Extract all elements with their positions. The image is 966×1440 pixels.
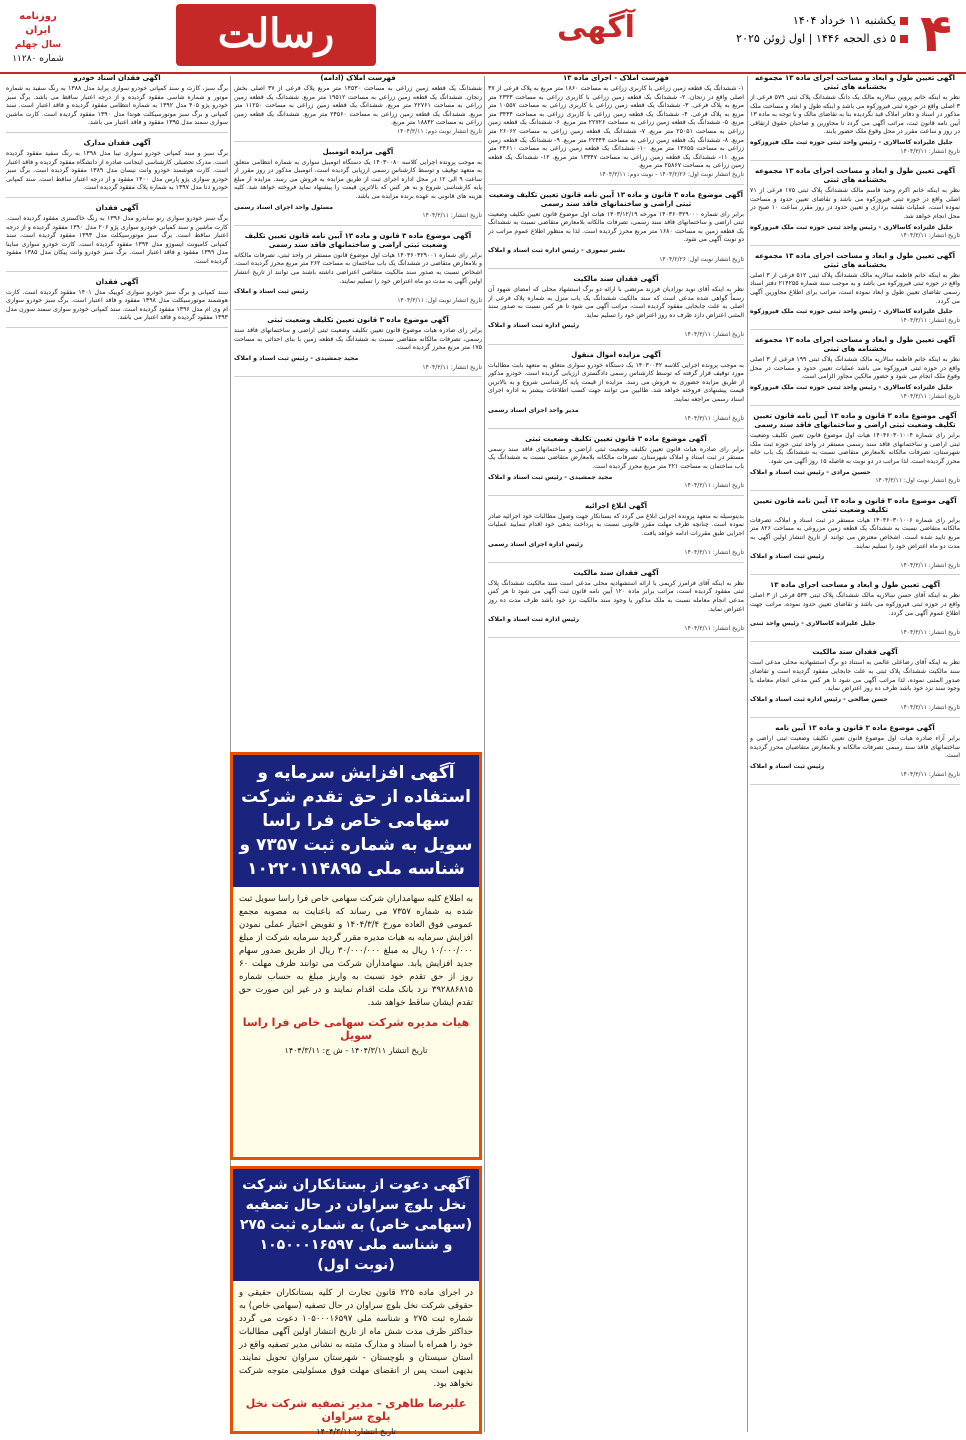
notice-title: آگهی تعیین طول و ابعاد و مساحت اجرای ماده ۱۳ مجموعه بخشنامه های ثبتی [755, 251, 955, 269]
notice-title: آگهی تعیین طول و ابعاد و مساحت اجرای ماده ۱۳ [769, 581, 941, 590]
notice-title: آگهی موضوع ماده ۳ قانون تعیین تکلیف وضعیت ثبتی [267, 316, 449, 325]
notice-title: آگهی فقدان سند مالکیت [573, 568, 659, 577]
notice-body: برابر رای شماره ۱۴۰۴۶۰۳۰۱۰۰۴ هیات اول موضوع قانون تعیین تکلیف وضعیت ثبتی اراضی و ساختمانهای فاقد سند رسمی مستقر در واحد ثبتی حوزه ثبت ملک شهرستان، تصرفات مالکانه بلامعارض متقاضی نسبت به ششدانگ یک باب خانه محرز گردیده است. لذا مراتب در دو نوبت به فاصله ۱۵ روز آگهی می شود. [750, 432, 960, 466]
notice-date: تاریخ انتشار: ۱۴۰۴/۳/۱۱ [684, 331, 744, 339]
date-hijri-gregorian: ۵ ذی الحجه ۱۴۴۶ | اول ژوئن ۲۰۲۵ [736, 32, 896, 45]
notice-item [750, 74, 960, 161]
bullet-icon [900, 17, 908, 25]
notice-title: فهرست املاک (ادامه) [320, 74, 396, 82]
notice-signature: مدیر واحد اجرای اسناد رسمی [488, 406, 579, 414]
notice-date: تاریخ انتشار: ۱۴۰۴/۳/۱۱ [900, 392, 960, 400]
notice-title: آگهی تعیین طول و ابعاد و مساحت اجرای ماده ۱۳ مجموعه بخشنامه های ثبتی [755, 336, 955, 354]
notice-title: آگهی تعیین طول و ابعاد و مساحت اجرای ماده ۱۳ مجموعه بخشنامه های ثبتی [755, 74, 955, 91]
column-4 [6, 74, 228, 1434]
notice-date: تاریخ انتشار نوبت اول: ۱۴۰۴/۲/۲۶ - نوبت دوم: ۱۴۰۴/۳/۱۱ [599, 170, 744, 178]
notice-signature: جلیل علیزاده کاسالاری - رئیس واحد ثبتی حوزه ثبت ملک فیروزکوه [750, 308, 953, 316]
notice-item [750, 497, 960, 576]
notice-signature: جلیل علیزاده کاسالاری - رئیس واحد ثبتی حوزه ثبت ملک فیروزکوه [750, 138, 953, 146]
notice-item [750, 648, 960, 718]
notice-item [234, 148, 482, 226]
notice-signature: جلیل علیزاده کاسالاری - رئیس واحد ثبتی حوزه ثبت ملک فیروزکوه [750, 223, 953, 231]
notice-title: آگهی فقدان اسناد خودرو [73, 74, 161, 82]
notice-item [6, 139, 228, 198]
notice-body: سند کمپانی و برگ سبز خودرو سواری کوییک مدل ۱۴۰۱ مفقود گردیده است. کارت هوشمند موتورسیکلت مدل ۱۳۹۸ مفقود و فاقد اعتبار است. برگ سبز خودرو سواری ام وی ام مدل ۱۳۹۶ مفقود گردیده است. سند کمپانی خودرو سواری سمند سورن مدل ۱۳۹۳ مفقود گردیده و فاقد اعتبار می باشد. [6, 288, 228, 322]
column-divider [484, 76, 485, 1432]
notice-title: آگهی فقدان سند مالکیت [812, 648, 898, 657]
notice-signature: رئیس ثبت اسناد و املاک [234, 288, 309, 296]
notice-title: فهرست املاک - اجرای ماده ۱۳ [562, 74, 669, 82]
notice-item [488, 435, 744, 496]
notice-date: تاریخ انتشار: ۱۴۰۴/۳/۱۱ [684, 624, 744, 632]
notice-signature: حسن صالحی - رئیس اداره ثبت اسناد و املاک [750, 695, 888, 703]
notice-item [750, 252, 960, 331]
notice-body: نظر به اینکه آقای فرامرز کریمی با ارائه استشهادیه محلی مدعی است سند مالکیت ششدانگ پلاک ثبتی مفقود گردیده است، مراتب برابر ماده ۱۲۰ آیین نامه قانون ثبت آگهی می شود تا هر کس مدعی انجام معامله نسبت به ملک مذکور یا وجود سند مالکیت نزد خود باشد ظرف مدت ده روز اعتراض نماید. [488, 579, 744, 613]
bullet-icon [900, 35, 908, 43]
notice-signature: رئیس ثبت اسناد و املاک [750, 553, 825, 561]
notice-body: برابر آراء صادره هیات اول موضوع قانون تعیین تکلیف وضعیت ثبتی اراضی و ساختمانهای فاقد سند رسمی تصرفات مالکانه و بلامعارض متقاضیان محرز گردیده است. [750, 734, 960, 760]
notice-signature: حسین مرادی - رئیس ثبت اسناد و املاک [750, 468, 871, 476]
notice-date: تاریخ انتشار: ۱۴۰۴/۳/۱۱ [900, 232, 960, 240]
notice-signature: مجید جمشیدی - رئیس ثبت اسناد و املاک [488, 473, 613, 481]
column-divider [747, 76, 748, 1432]
section-title: آگهی [557, 10, 635, 45]
notice-item [6, 278, 228, 328]
notice-signature: مسئول واحد اجرای اسناد رسمی [234, 203, 334, 211]
notice-title: آگهی فقدان [95, 277, 139, 286]
page-number: ۴ [920, 4, 952, 64]
notice-item [234, 316, 482, 377]
notice-date: تاریخ انتشار: ۱۴۰۴/۳/۱۱ [900, 147, 960, 155]
notice-title: آگهی موضوع ماده ۳ قانون تعیین تکلیف وضعیت ثبتی [525, 434, 707, 443]
notice-item [488, 502, 744, 563]
notice-item [750, 724, 960, 785]
notice-title: آگهی موضوع ماده ۳ قانون و ماده ۱۳ آیین نامه قانون تعیین تکلیف وضعیت ثبتی اراضی و ساختمانهای فاقد سند رسمی [244, 231, 472, 249]
notice-item [6, 74, 228, 133]
notice-date: تاریخ انتشار: ۱۴۰۴/۳/۱۱ [900, 561, 960, 569]
column-1 [750, 74, 960, 1434]
notice-body: برابر رای صادره هیات موضوع قانون تعیین تکلیف وضعیت ثبتی اراضی و ساختمانهای فاقد سند رسمی، تصرفات مالکانه متقاضی نسبت به ششدانگ یک قطعه زمین با بنای احداثی به مساحت ۱۷۵ متر مربع محرز گردیده است. [234, 327, 482, 352]
notice-title: آگهی فقدان [95, 203, 139, 212]
notice-item [750, 336, 960, 406]
notice-title: آگهی فقدان مدارک [83, 138, 151, 147]
notice-signature: رئیس ثبت اسناد و املاک [750, 762, 825, 770]
ad-date: تاریخ انتشار ۱۴۰۴/۳/۱۱ - ش ج: ۱۴۰۴/۳/۱۱ [284, 1046, 428, 1055]
notice-body: برگ سبز، کارت و سند کمپانی خودرو سواری پراید مدل ۱۳۸۸ به رنگ سفید به شماره موتور و شماره شاسی مفقود گردیده و از درجه اعتبار ساقط می باشد. برگ سبز خودرو پژو ۴۰۵ مدل ۱۳۹۲ به شماره انتظامی مفقود گردیده و فاقد اعتبار است. سند کمپانی و برگ سبز موتورسیکلت هوندا مدل ۱۳۹۰ مفقود گردیده است. کارت ماشین سواری سمند مدل ۱۳۹۵ مفقود و فاقد اعتبار می باشد. [6, 85, 228, 127]
notice-body: نظر به اینکه خانم اکرم وحید قاسم مالک ششدانگ پلاک ثبتی ۱۷۵ فرعی از ۷۱ اصلی واقع در حوزه ثبتی فیروزکوه می باشد و تقاضای تعیین حدود و مساحت نموده است، عملیات نقشه برداری و تعیین حدود در روز مقرر ساعت ۱۰ صبح در محل انجام خواهد شد. [750, 187, 960, 220]
notice-body: نظر به اینکه آقای حسن سالاریه مالک ششدانگ پلاک ثبتی ۵۳۴ فرعی از ۳ اصلی واقع در حوزه ثبتی فیروزکوه می باشد و تقاضای تعیین حدود نموده، مراتب جهت اطلاع عموم آگهی می گردد. [750, 592, 960, 617]
notice-body: برابر رای شماره ۱۴۰۳۶۰۳۲۹۰۰۰ مورخه ۱۴۰۳/۱۲/۱۹ هیات اول موضوع قانون تعیین تکلیف وضعیت ثبتی اراضی و ساختمانهای فاقد سند رسمی، تصرفات مالکانه بلامعارض متقاضی نسبت به ششدانگ یک قطعه زمین به مساحت ۱۶۸۰ متر مربع محرز گردیده است. لذا به منظور اطلاع عموم مراتب در دو نوبت آگهی می شود. [488, 210, 744, 244]
notice-body: نظر به اینکه خانم پروین سالاریه مالک یک دانگ ششدانگ پلاک ثبتی ۵۷۹ فرعی از ۳ اصلی واقع در حوزه ثبتی فیروزکوه می باشد و اینکه طول و ابعاد و مساحت ملک مذکور در اسناد و دفاتر املاک قید نگردیده بنا به تقاضای مالک و با توجه به ماده ۱۳ آیین نامه قانون ثبت، مراتب آگهی می گردد تا مجاورین و صاحبان حقوق ارتفاقی در روز و ساعت مقرر در محل وقوع ملک حضور یابند. [750, 94, 960, 136]
notice-title: آگهی تعیین طول و ابعاد و مساحت اجرای ماده ۱۳ مجموعه بخشنامه های ثبتی [755, 167, 955, 185]
notice-date: تاریخ انتشار: ۱۴۰۴/۳/۱۱ [684, 549, 744, 557]
notice-item [488, 74, 744, 185]
creditors-invitation-ad [230, 1166, 482, 1434]
notice-title: آگهی ابلاغ اجرائیه [584, 501, 648, 510]
notice-title: آگهی مزایده اموال منقول [571, 350, 661, 359]
notice-title: آگهی موضوع ماده ۳ قانون و ماده ۱۳ آیین نامه قانون تعیین تکلیف وضعیت ثبتی اراضی و ساختمانهای فاقد سند رسمی [488, 190, 744, 208]
notice-body: بدینوسیله به متعهد پرونده اجرایی ابلاغ می گردد که بستانکار جهت وصول مطالبات خود اجرائیه صادر نموده است. چنانچه ظرف مهلت مقرر قانونی نسبت به پرداخت بدهی خود اقدام ننمایید عملیات اجرایی طبق مقررات ادامه خواهد یافت. [488, 512, 744, 537]
notice-title: آگهی مزایده اتومبیل [322, 147, 394, 156]
notice-signature: بشیر تیموری - رئیس اداره ثبت اسناد و املاک [488, 246, 626, 254]
ad-title: آگهی افزایش سرمایه و استفاده از حق تقدم شرکت سهامی خاص فرا راسا سویل به شماره ثبت ۷۳۵۷ و شناسه ملی ۱۰۲۲۰۱۱۴۸۹۵ [233, 755, 479, 887]
notice-date: تاریخ انتشار نوبت اول: ۱۴۰۴/۳/۱۱ [875, 477, 960, 485]
edition-number: شماره ۱۱۲۸۰ [12, 54, 64, 64]
notice-body: نظر به اینکه خانم فاطمه سالاریه مالک ششدانگ پلاک ثبتی ۱۹۹ فرعی از ۳ اصلی واقع در حوزه ثبتی فیروزکوه می باشد عملیات تعیین حدود و مساحت در محل وقوع ملک انجام می شود و حضور مالکین مجاور الزامی است. [750, 356, 960, 381]
ad-body: در اجرای ماده ۲۲۵ قانون تجارت از کلیه بستانکاران حقیقی و حقوقی شرکت نخل بلوچ سراوان در حال تصفیه (سهامی خاص) به شماره ثبت ۲۷۵ و شناسه ملی ۱۰۵۰۰۰۱۶۵۹۷ دعوت می گردد حداکثر ظرف مدت شش ماه از تاریخ انتشار اولین آگهی مطالبات خود را همراه با اسناد و مدارک مثبته به نشانی مدیر تصفیه واقع در استان سیستان و بلوچستان - شهرستان سراوان تحویل نمایند. بدیهی است پس از انقضای مهلت فوق مسئولیتی متوجه شرکت نخواهد بود. [239, 1288, 473, 1389]
column-2 [488, 74, 744, 1434]
notice-body: به موجب پرونده اجرایی کلاسه ۱۴۰۳۰۰۸۰ یک دستگاه اتومبیل سواری به شماره انتظامی متعلق به متعهد توقیف و توسط کارشناس رسمی ارزیابی گردیده است. اتومبیل مذکور در روز مقرر از ساعت ۹ الی ۱۲ در محل اداره اجرای ثبت از طریق مزایده به فروش می رسد. مزایده از مبلغ پایه کارشناسی شروع و به هر کس که بالاترین قیمت را پیشنهاد نماید فروخته خواهد شد. کلیه هزینه های قانونی به عهده برنده مزایده می باشد. [234, 158, 482, 200]
date-persian: یکشنبه ۱۱ خرداد ۱۴۰۴ [792, 14, 896, 27]
notice-item [488, 569, 744, 639]
notice-body: برابر رای شماره ۱۴۰۴۶۰۳۰۱۰۰۶ هیات مستقر در ثبت اسناد و املاک، تصرفات مالکانه متقاضی نسبت به ششدانگ یک قطعه زمین مزروعی به مساحت ۸۲۶ متر مربع تایید شده است. اشخاص معترض می توانند از تاریخ انتشار اولین آگهی به مدت دو ماه اعتراض خود را تسلیم نمایند. [750, 516, 960, 550]
notice-signature: جلیل علیزاده کاسالاری - رئیس واحد ثبتی [750, 620, 876, 628]
ad-title: آگهی دعوت از بستانکاران شرکت نخل بلوچ سراوان در حال تصفیه (سهامی خاص) به شماره ثبت ۲۷۵ و شناسه ملی ۱۰۵۰۰۰۱۶۵۹۷ (نوبت اول) [233, 1169, 479, 1281]
notice-title: آگهی موضوع ماده ۳ قانون و ماده ۱۳ آیین نامه قانون تعیین تکلیف وضعیت ثبتی اراضی و ساختمانهای فاقد سند رسمی [753, 412, 957, 430]
notice-signature: رئیس اداره اجرای اسناد رسمی [488, 540, 583, 548]
notice-title: آگهی فقدان سند مالکیت [573, 275, 659, 284]
issue-date [736, 12, 908, 48]
notice-item [234, 232, 482, 311]
notice-item [750, 581, 960, 642]
ad-date: تاریخ انتشار: ۱۴۰۴/۳/۱۱ [316, 1427, 396, 1436]
notice-item [488, 191, 744, 270]
newspaper-logo: رسالت [176, 4, 376, 66]
notice-item [488, 351, 744, 429]
notice-signature: جلیل علیزاده کاسالاری - رئیس واحد ثبتی حوزه ثبت ملک فیروزکوه [750, 384, 953, 392]
notice-body: ۱- ششدانگ یک قطعه زمین زراعی با کاربری زراعی به مساحت ۱۸۶۰ متر مربع به پلاک فرعی از ۳۷ اصلی واقع در زنجان. ۲- ششدانگ یک قطعه زمین زراعی با کاربری زراعی به مساحت ۲۳۴۳ متر مربع به پلاک فرعی. ۳- ششدانگ یک قطعه زمین زراعی با کاربری زراعی به مساحت ۱۰۵۵۷ متر مربع به پلاک فرعی. ۴- ششدانگ یک قطعه زمین زراعی با کاربری زراعی به مساحت ۳۴۳۴ متر مربع. ۵- ششدانگ یک قطعه زمین زراعی به مساحت ۲۲۷۲۶ متر مربع. ۶- ششدانگ یک قطعه زمین زراعی به مساحت ۲۵۰۵۱ متر مربع. ۷- ششدانگ یک قطعه زمین زراعی به مساحت ۲۶۰۶۲ متر مربع. ۸- ششدانگ یک قطعه زمین زراعی به مساحت ۲۲۴۴۴ متر مربع. ۹- ششدانگ یک قطعه زمین زراعی به مساحت ۱۳۶۵۵ متر مربع. ۱۰- ششدانگ یک قطعه زمین زراعی به مساحت ۲۴۶۱۰ متر مربع. ۱۱- ششدانگ یک قطعه زمین زراعی به مساحت ۱۳۳۴۷ متر مربع. ۱۲- ششدانگ یک قطعه زمین زراعی به مساحت ۲۵۸۶۷ متر مربع. [488, 85, 744, 170]
notice-date: تاریخ انتشار نوبت دوم: ۱۴۰۴/۳/۱۱ [396, 127, 482, 135]
notice-item [234, 74, 482, 142]
notice-title: آگهی موضوع ماده ۳ قانون و ماده ۱۳ آیین نامه قانون تعیین تکلیف وضعیت ثبتی [753, 496, 957, 514]
notice-date: تاریخ انتشار: ۱۴۰۴/۳/۱۱ [900, 771, 960, 779]
notice-signature: رئیس اداره ثبت اسناد و املاک [488, 322, 580, 330]
notice-body: نظر به اینکه آقای نوید نوزادیان فرزند مرتضی با ارائه دو برگ استشهاد محلی که امضای شهود آن رسماً گواهی شده مدعی است که سند مالکیت ششدانگ یک باب منزل به شماره پلاک فرعی از اصلی به علت جابجایی مفقود گردیده است، مراتب آگهی می شود تا هر کس نسبت به صدور سند المثنی اعتراض دارد ظرف ده روز اعتراض خود را تسلیم نماید. [488, 286, 744, 319]
notice-item [6, 204, 228, 272]
notice-item [750, 167, 960, 246]
notice-body: به موجب پرونده اجرایی کلاسه ۱۴۰۳۰۰۴۲ یک دستگاه خودرو سواری متعلق به متعهد بابت مطالبات مورد توقیف قرار گرفته که توسط کارشناس رسمی دادگستری ارزیابی گردیده است. خودرو مذکور از طریق مزایده حضوری به فروش می رسد. مزایده از قیمت پایه کارشناسی شروع و به بالاترین قیمت پیشنهادی فروخته خواهد شد. طالبین می توانند جهت کسب اطلاعات بیشتر به اداره اجرای اسناد رسمی مراجعه نمایند. [488, 361, 744, 404]
notice-title: آگهی موضوع ماده ۳ قانون و ماده ۱۳ آیین نامه [775, 723, 935, 732]
notice-body: برگ سبز و سند کمپانی خودرو سواری تیبا مدل ۱۳۹۸ به رنگ سفید مفقود گردیده است. مدرک تحصیلی کارشناسی اینجانب صادره از دانشگاه مفقود گردیده و فاقد اعتبار است. کارت هوشمند خودرو وانت نیسان مدل ۱۳۸۹ مفقود گردیده است. برگ سبز خودرو سواری پژو پارس مدل ۱۴۰۰ مفقود و از درجه اعتبار ساقط است. سند کمپانی خودرو دنا مدل ۱۳۹۷ به شماره پلاک مفقود گردیده است. [6, 149, 228, 192]
page-header [0, 0, 966, 74]
notice-body: برگ سبز خودرو سواری رنو ساندرو مدل ۱۳۹۶ به رنگ خاکستری مفقود گردیده است. کارت ماشین و سند کمپانی خودرو سواری پژو ۲۰۶ مدل ۱۳۹۰ مفقود گردیده و از درجه اعتبار ساقط است. برگ سبز موتورسیکلت مدل ۱۳۹۳ مفقود گردیده است. سند کمپانی کامیونت ایسوزو مدل ۱۳۹۴ مفقود گردیده است. کارت خودرو سواری ساینا مدل ۱۳۹۹ مفقود و فاقد اعتبار است. برگ سبز خودرو وانت پیکان مدل ۱۳۸۵ مفقود گردیده است. [6, 214, 228, 265]
notice-date: تاریخ انتشار: ۱۴۰۴/۳/۱۱ [684, 482, 744, 490]
notice-signature: رئیس اداره ثبت اسناد و املاک [488, 616, 580, 624]
ad-signature: علیرضا طاهری - مدیر تصفیه شرکت نخل بلوچ سراوان [245, 1397, 467, 1423]
notice-body: ششدانگ یک قطعه زمین زراعی به مساحت ۱۴۵۳۰ متر مربع پلاک فرعی از ۳۷ اصلی بخش زنجان. ششدانگ یک قطعه زمین زراعی به مساحت ۱۹۵۱۲ متر مربع. ششدانگ یک قطعه زمین زراعی به مساحت ۲۲۷۶۱ متر مربع. ششدانگ یک قطعه زمین زراعی به مساحت ۱۱۲۵۰ متر مربع. ششدانگ یک قطعه زمین زراعی به مساحت ۲۴۵۶۰ متر مربع. ششدانگ یک قطعه زمین زراعی به مساحت ۱۸۸۴۲ متر مربع. [234, 85, 482, 127]
notice-date: تاریخ انتشار: ۱۴۰۴/۳/۱۱ [900, 316, 960, 324]
notice-item [488, 275, 744, 345]
notice-date: تاریخ انتشار: ۱۴۰۴/۳/۱۱ [900, 628, 960, 636]
edition-info [6, 10, 70, 66]
notice-date: تاریخ انتشار نوبت اول: ۱۴۰۴/۳/۱۱ [397, 296, 482, 304]
notice-body: نظر به اینکه خانم فاطمه سالاریه مالک ششدانگ پلاک ثبتی ۵۱۲ فرعی از ۳ اصلی واقع در حوزه ثبتی فیروزکوه می باشد و به موجب سند شماره ۲۱۴۲۵۵ دفتر اسناد رسمی تقاضای تعیین طول و ابعاد نموده است، مراتب برای اطلاع مجاورین آگهی می گردد. [750, 271, 960, 305]
edition-year: سال چهلم [14, 40, 62, 50]
notice-item [750, 412, 960, 491]
brand-label: روزنامه ایران [19, 11, 57, 36]
notice-date: تاریخ انتشار: ۱۴۰۴/۳/۱۱ [900, 704, 960, 712]
capital-increase-ad [230, 752, 482, 1160]
notice-body: برابر رای شماره ۱۴۰۳۶۰۳۲۹۰۰۱ هیات اول موضوع قانون مستقر در واحد ثبتی، تصرفات مالکانه و بلامعارض متقاضی در ششدانگ یک باب ساختمان به مساحت ۲۶۲ متر مربع محرز گردیده است. اشخاص نسبت به صدور سند مالکیت متقاضی اعتراضی داشته باشند می توانند از تاریخ انتشار اولین آگهی به مدت دو ماه اعتراض خود را تسلیم نمایند. [234, 251, 482, 285]
notice-date: تاریخ انتشار: ۱۴۰۴/۳/۱۱ [422, 212, 482, 220]
notice-date: تاریخ انتشار: ۱۴۰۴/۳/۱۱ [422, 363, 482, 371]
ad-body: به اطلاع کلیه سهامداران شرکت سهامی خاص فرا راسا سویل ثبت شده به شماره ۷۳۵۷ می رساند که باعنایت به مصوبه مجمع عمومی فوق العاده مورخ ۱۴۰۴/۳/۴ و تفویض اختیار عملی نمودن افزایش سرمایه به هیات مدیره مقرر گردید سرمایه شرکت از مبلغ ۱۰/۰۰۰/۰۰۰ ریال به مبلغ ۳۰/۰۰۰/۰۰۰ ریال از طریق صدور سهام جدید افزایش یابد. سهامداران شرکت می توانند ظرف مهلت ۶۰ روز از حق تقدم خود نسبت به واریز مبلغ به حساب شماره ۳۹۲۸۸۶۸۱۵ نزد بانک ملت اقدام نمایند و در غیر این صورت حق تقدم ایشان ساقط خواهد شد. [239, 894, 473, 1008]
notice-body: نظر به اینکه آقای رضاعلی عالمی به استناد دو برگ استشهادیه محلی مدعی است سند مالکیت ششدانگ پلاک ثبتی به علت جابجایی مفقود گردیده است و تقاضای صدور المثنی نموده، لذا مراتب آگهی می شود تا هر کس مدعی انجام معامله یا وجود سند نزد خود باشد ظرف ده روز اعتراض نماید. [750, 659, 960, 693]
notice-signature: مجید جمشیدی - رئیس ثبت اسناد و املاک [234, 355, 359, 363]
notice-date: تاریخ انتشار نوبت اول: ۱۴۰۴/۲/۲۶ [659, 255, 744, 263]
column-3 [234, 74, 482, 746]
ad-signature: هیات مدیره شرکت سهامی خاص فرا راسا سویل [242, 1016, 470, 1042]
notice-date: تاریخ انتشار: ۱۴۰۴/۳/۱۱ [684, 415, 744, 423]
notice-body: برابر رای صادره هیات قانون تعیین تکلیف وضعیت ثبتی اراضی و ساختمانهای فاقد سند رسمی مستقر در ثبت اسناد و املاک شهرستان، تصرفات مالکانه بلامعارض متقاضی نسبت به ششدانگ یک باب ساختمان به مساحت ۲۲۱ متر مربع محرز گردیده است. [488, 445, 744, 470]
